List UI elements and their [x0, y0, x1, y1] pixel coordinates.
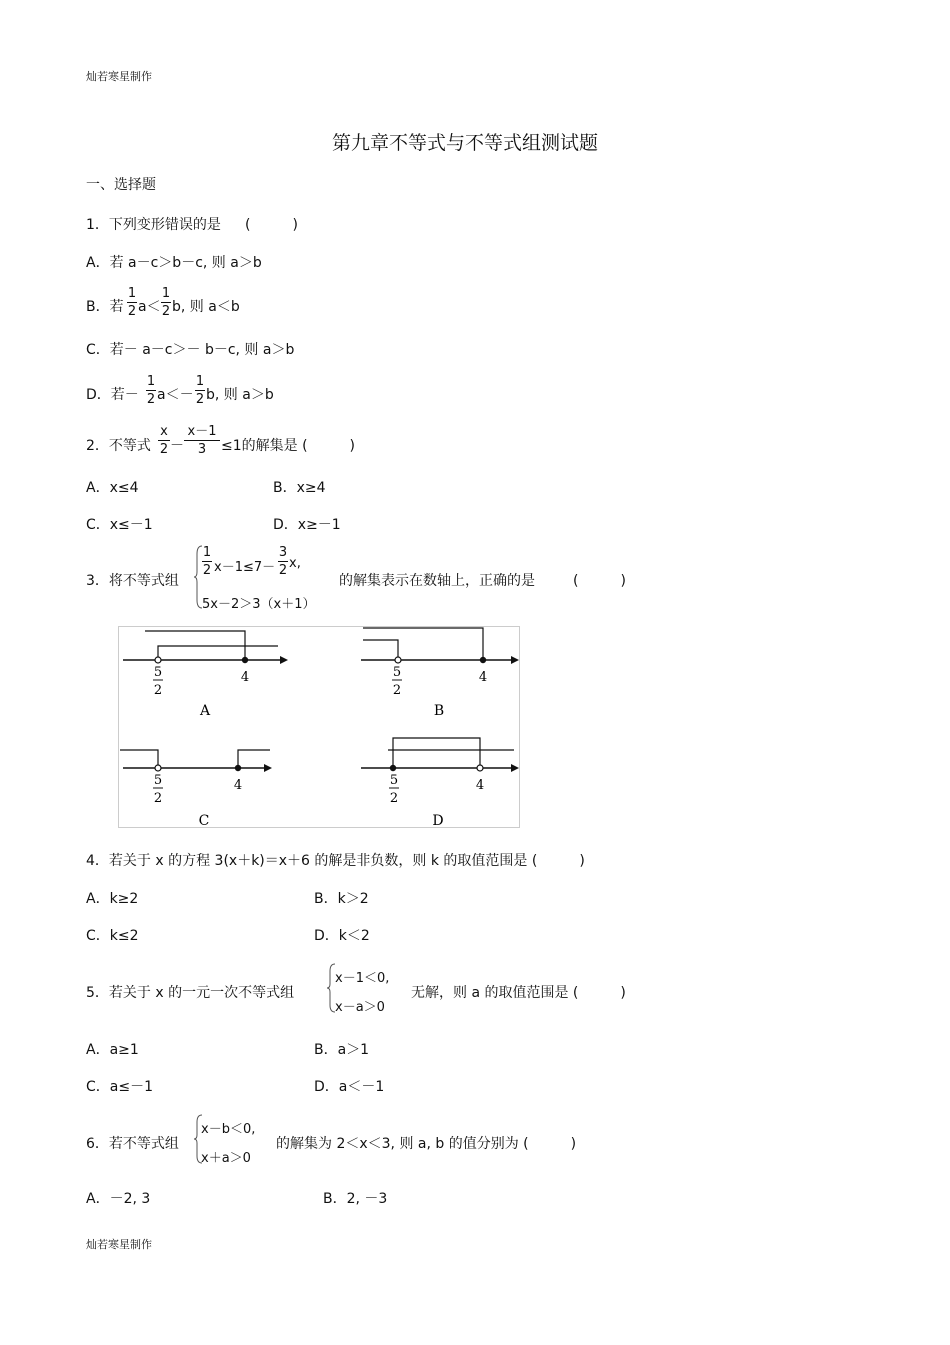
closed-point: [235, 765, 241, 771]
q3-prefix: 3．将不等式组: [86, 573, 179, 589]
tick-fraction-denominator: 2: [392, 683, 402, 698]
solution-ray: [120, 750, 158, 768]
tick-label-4: 4: [233, 778, 243, 793]
q4-option-b: B．k＞2: [314, 891, 369, 907]
q6-option-a: A．－2, 3: [86, 1191, 151, 1207]
q3-paren: ( ): [573, 573, 626, 589]
page-footer: 灿若寒星制作: [86, 1238, 152, 1251]
panel-label-d: D: [432, 813, 444, 828]
q6-prefix: 6．若不等式组: [86, 1136, 179, 1152]
section-heading: 一、选择题: [86, 177, 156, 193]
tick-label-4: 4: [478, 670, 488, 685]
q5-prefix: 5．若关于 x 的一元一次不等式组: [86, 985, 295, 1001]
panel-d: [361, 738, 519, 828]
tick-fraction-denominator: 2: [153, 683, 163, 698]
q1-option-b-post: b, 则 a＜b: [172, 299, 240, 315]
q1-option-a: A．若 a－c＞b－c, 则 a＞b: [86, 255, 262, 271]
q6-suffix: 的解集为 2＜x＜3, 则 a, b 的值分别为 ( ): [276, 1136, 577, 1152]
tick-fraction-numerator: 5: [153, 665, 163, 680]
page-header: 灿若寒星制作: [86, 70, 152, 83]
numerator: x: [160, 424, 168, 439]
numerator: 3: [278, 545, 288, 560]
q2-fraction-2: [184, 424, 220, 457]
q4-option-d: D．k＜2: [314, 928, 370, 944]
solution-ray: [363, 628, 483, 660]
q2-option-a: A．x≤4: [86, 480, 139, 496]
q4-option-c: C．k≤2: [86, 928, 139, 944]
denominator: 2: [127, 304, 137, 319]
q3-fraction-three-halves: [278, 545, 288, 578]
denominator: 2: [146, 392, 156, 407]
open-point: [477, 765, 483, 771]
closed-point: [242, 657, 248, 663]
open-point: [395, 657, 401, 663]
tick-fraction-numerator: 5: [153, 773, 163, 788]
tick-label-4: 4: [475, 778, 485, 793]
q1-option-d-mid: a＜－: [157, 387, 194, 403]
numerator: 1: [127, 286, 137, 301]
q5-line1: x－1＜0,: [335, 971, 390, 986]
numerator: 1: [146, 374, 156, 389]
q1-option-c: C．若－ a－c＞－ b－c, 则 a＞b: [86, 342, 295, 358]
axis-arrow: [280, 656, 288, 664]
q1-b-fraction-2: [161, 286, 171, 319]
axis-arrow: [511, 764, 519, 772]
q1-d-fraction-1: [146, 374, 156, 407]
q1-option-d-post: b, 则 a＞b: [206, 387, 274, 403]
q5-suffix: 无解，则 a 的取值范围是 ( ): [411, 985, 626, 1001]
q2-minus: －: [170, 438, 184, 454]
q5-option-d: D．a＜－1: [314, 1079, 385, 1095]
q6-line1: x－b＜0,: [201, 1122, 256, 1137]
q4-option-a: A．k≥2: [86, 891, 139, 907]
tick-fraction-denominator: 2: [153, 791, 163, 806]
q6-line2: x＋a＞0: [201, 1151, 251, 1166]
solution-ray: [363, 640, 398, 660]
numerator: 1: [195, 374, 205, 389]
q2-option-c: C．x≤－1: [86, 517, 153, 533]
q3-number-line-figure: [118, 626, 520, 828]
q1-stem: 1．下列变形错误的是: [86, 217, 221, 233]
numerator: 1: [202, 545, 212, 560]
q3-fraction-half: [202, 545, 212, 578]
solution-ray: [158, 646, 278, 660]
q2-prefix: 2．不等式: [86, 438, 151, 454]
open-point: [155, 657, 161, 663]
panel-label-c: C: [198, 813, 210, 828]
denominator: 2: [161, 304, 171, 319]
q1-d-fraction-2: [195, 374, 205, 407]
q3-line2: 5x－2＞3（x＋1）: [202, 597, 316, 612]
q1-option-b-prefix: B．若: [86, 299, 124, 315]
tick-fraction-numerator: 5: [392, 665, 402, 680]
q4-stem: 4．若关于 x 的方程 3(x＋k)＝x＋6 的解是非负数，则 k 的取值范围是 ( ): [86, 853, 585, 869]
tick-fraction-numerator: 5: [389, 773, 399, 788]
q1-option-d-prefix: D．若－: [86, 387, 139, 403]
q3-line1-prefix: x－1≤7－: [214, 560, 276, 575]
axis-arrow: [511, 656, 519, 664]
closed-point: [480, 657, 486, 663]
q5-line2: x－a＞0: [335, 1000, 385, 1015]
panel-label-b: B: [433, 703, 445, 719]
q3-line1-suffix: x,: [289, 556, 301, 571]
q1-option-b-mid: a＜: [138, 299, 161, 315]
axis-arrow: [264, 764, 272, 772]
q1-b-fraction-1: [127, 286, 137, 319]
q1-paren: ( ): [245, 217, 298, 233]
q5-option-b: B．a＞1: [314, 1042, 370, 1058]
numerator: 1: [161, 286, 171, 301]
solution-segment: [393, 738, 480, 768]
panel-c: [120, 750, 272, 828]
numerator: x－1: [187, 424, 217, 439]
panel-b: [361, 628, 519, 719]
q2-option-d: D．x≥－1: [273, 517, 341, 533]
denominator: 2: [202, 563, 212, 578]
figure-frame: [119, 627, 520, 828]
open-point: [155, 765, 161, 771]
denominator: 2: [159, 442, 169, 457]
q5-option-c: C．a≤－1: [86, 1079, 153, 1095]
closed-point: [390, 765, 396, 771]
denominator: 2: [278, 563, 288, 578]
panel-a: [123, 631, 288, 719]
tick-label-4: 4: [240, 670, 250, 685]
q2-suffix: ≤1的解集是 ( ): [221, 438, 356, 454]
q3-suffix: 的解集表示在数轴上，正确的是: [339, 573, 535, 589]
q2-option-b: B．x≥4: [273, 480, 326, 496]
tick-fraction-denominator: 2: [389, 791, 399, 806]
denominator: 2: [195, 392, 205, 407]
panel-label-a: A: [199, 703, 211, 719]
denominator: 3: [197, 442, 207, 457]
page-title: 第九章不等式与不等式组测试题: [331, 132, 598, 154]
q5-option-a: A．a≥1: [86, 1042, 139, 1058]
q6-option-b: B．2, －3: [323, 1191, 388, 1207]
q2-fraction-1: [158, 424, 170, 457]
